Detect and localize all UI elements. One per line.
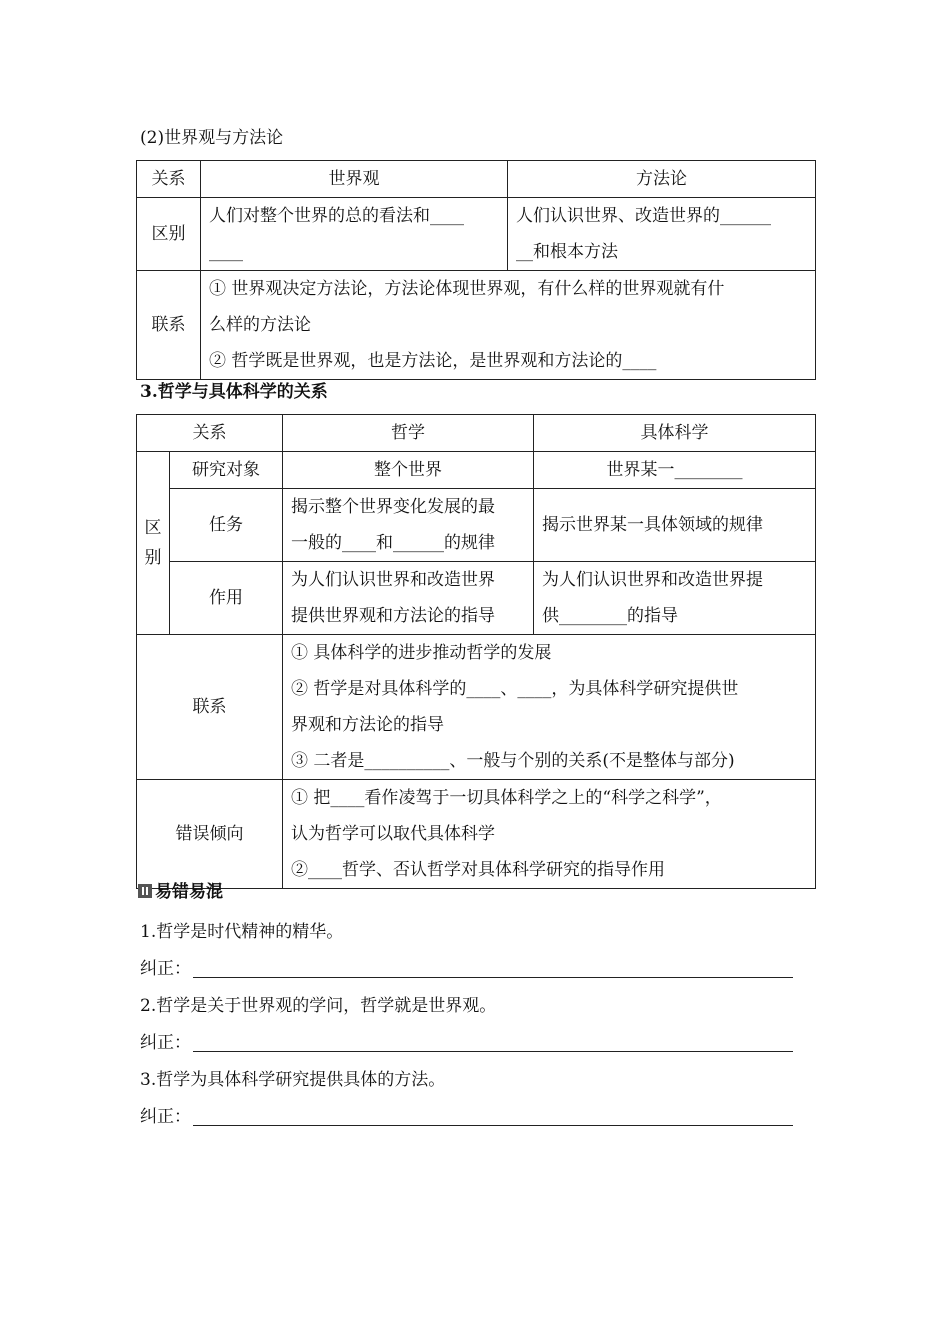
correction-label: 纠正： <box>140 1033 191 1053</box>
cell-line: 人们对整个世界的总的看法和____ <box>209 206 464 226</box>
row-label <box>137 452 170 635</box>
answer-blank[interactable] <box>193 959 793 978</box>
question-line: 3.哲学为具体科学研究提供具体的方法。 <box>140 1070 446 1090</box>
cell-line: 提供世界观和方法论的指导 <box>291 606 495 626</box>
correction-line <box>140 1031 793 1055</box>
philosophy-science-table <box>136 414 816 889</box>
table-header: 关系 <box>137 161 201 198</box>
table-cell <box>508 198 816 271</box>
cell-line: 供________的指导 <box>542 606 678 626</box>
cell-line: 揭示整个世界变化发展的最 <box>291 497 495 517</box>
confuse-title: 易错易混 <box>155 882 223 902</box>
answer-blank[interactable] <box>193 1033 793 1052</box>
table-cell <box>201 198 508 271</box>
label-char: 别 <box>144 548 162 568</box>
cell-line: 人们认识世界、改造世界的______ <box>516 206 771 226</box>
row-label: 联系 <box>137 271 201 380</box>
table-header: 世界观 <box>201 161 508 198</box>
cell-line: ②____哲学、否认哲学对具体科学研究的指导作用 <box>291 860 665 880</box>
table-header: 方法论 <box>508 161 816 198</box>
cell-line: ① 具体科学的进步推动哲学的发展 <box>291 643 552 663</box>
section-title: (2)世界观与方法论 <box>140 128 284 148</box>
correction-label: 纠正： <box>140 959 191 979</box>
row-label: 错误倾向 <box>137 780 283 889</box>
table-cell <box>534 562 816 635</box>
row-label: 研究对象 <box>170 452 283 489</box>
table-cell <box>283 780 816 889</box>
cell-line: ② 哲学是对具体科学的____、____，为具体科学研究提供世 <box>291 679 739 699</box>
correction-line <box>140 1105 793 1129</box>
section-title: 3.哲学与具体科学的关系 <box>140 382 328 402</box>
table-cell <box>283 635 816 780</box>
row-label: 作用 <box>170 562 283 635</box>
cell-line: ____ <box>209 242 243 262</box>
question-line: 1.哲学是时代精神的精华。 <box>140 922 344 942</box>
table-cell <box>283 562 534 635</box>
correction-line <box>140 957 793 981</box>
pause-badge-icon <box>138 884 152 898</box>
table-cell: 世界某一________ <box>534 452 816 489</box>
confuse-heading <box>138 880 223 904</box>
table-header: 具体科学 <box>534 415 816 452</box>
table-cell: 整个世界 <box>283 452 534 489</box>
cell-line: 么样的方法论 <box>209 315 311 335</box>
worldview-method-table <box>136 160 816 380</box>
table-header: 哲学 <box>283 415 534 452</box>
cell-line: ① 把____看作凌驾于一切具体科学之上的“科学之科学”， <box>291 788 722 808</box>
table-cell <box>283 489 534 562</box>
cell-line: 为人们认识世界和改造世界提 <box>542 570 763 590</box>
cell-line: 为人们认识世界和改造世界 <box>291 570 495 590</box>
row-label: 区别 <box>137 198 201 271</box>
table-cell <box>201 271 816 380</box>
question-line: 2.哲学是关于世界观的学问，哲学就是世界观。 <box>140 996 497 1016</box>
cell-line: 界观和方法论的指导 <box>291 715 444 735</box>
cell-line: 一般的____和______的规律 <box>291 533 495 553</box>
cell-line: ③ 二者是__________、一般与个别的关系(不是整体与部分) <box>291 751 735 771</box>
correction-label: 纠正： <box>140 1107 191 1127</box>
table-cell: 揭示世界某一具体领域的规律 <box>534 489 816 562</box>
table-header: 关系 <box>137 415 283 452</box>
answer-blank[interactable] <box>193 1107 793 1126</box>
cell-line: __和根本方法 <box>516 242 618 262</box>
row-label: 联系 <box>137 635 283 780</box>
cell-line: ② 哲学既是世界观，也是方法论，是世界观和方法论的____ <box>209 351 657 371</box>
row-label: 任务 <box>170 489 283 562</box>
cell-line: ① 世界观决定方法论，方法论体现世界观，有什么样的世界观就有什 <box>209 279 725 299</box>
label-char: 区 <box>144 518 162 538</box>
cell-line: 认为哲学可以取代具体科学 <box>291 824 495 844</box>
